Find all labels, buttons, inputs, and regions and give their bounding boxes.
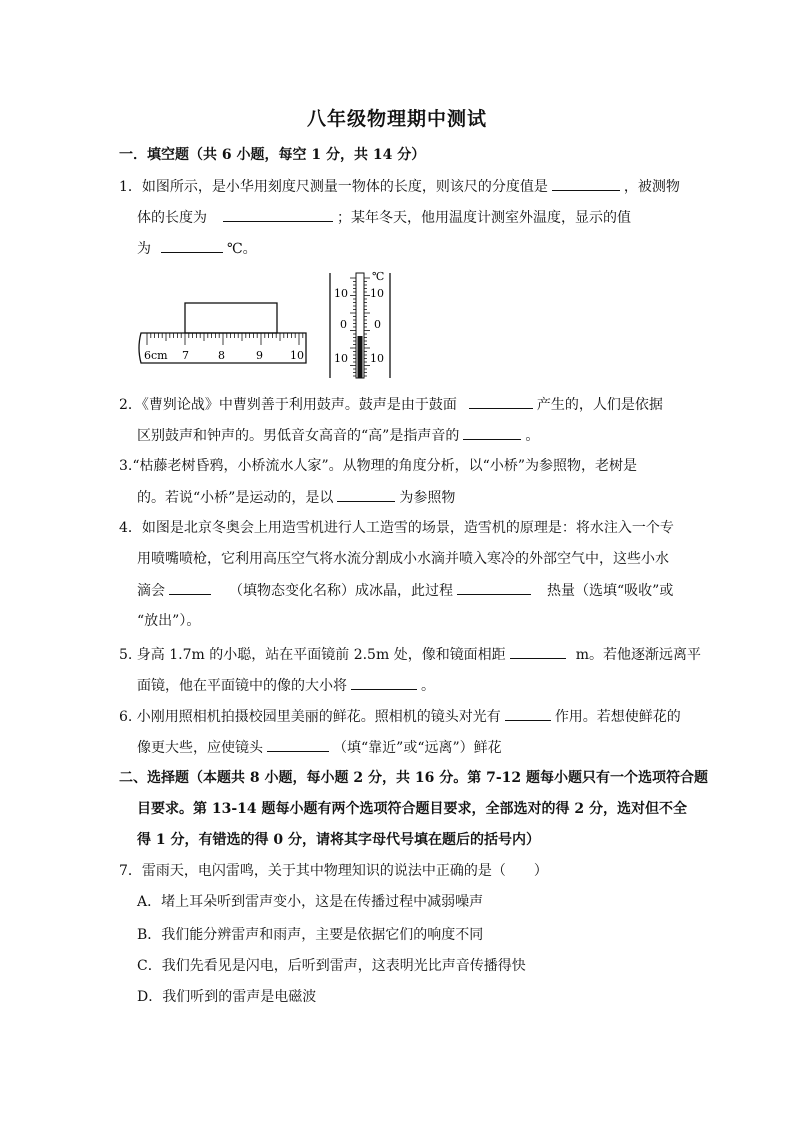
q6-text: 作用。若想使鲜花的 [554, 709, 681, 725]
q5-text: 。 [421, 678, 435, 694]
q2-line1 [119, 394, 663, 415]
q2-line2 [137, 425, 539, 446]
q1-blank-length[interactable] [223, 207, 333, 222]
page-title: 八年级物理期中测试 [306, 108, 487, 130]
thermometer-unit: ℃ [372, 270, 385, 283]
q4-line3 [137, 580, 673, 601]
q2-text: 。 [525, 428, 540, 444]
q3-blank-reference[interactable] [337, 487, 395, 502]
q2-text: 区别鼓声和钟声的。男低音女高音的“高”是指声音的 [137, 428, 460, 444]
q5-blank-distance[interactable] [510, 644, 566, 659]
q7-option-a[interactable]: A．堵上耳朵听到雷声变小，这是在传播过程中减弱噪声 [137, 894, 484, 910]
q2-text: 2．《曹刿论战》中曹刿善于利用鼓声。鼓声是由于鼓面 [119, 397, 457, 413]
q1-text: 1．如图所示，是小华用刻度尺测量一物体的长度，则该尺的分度值是 [119, 179, 548, 195]
q4-text: （填物态变化名称）成冰晶，此过程 [229, 583, 453, 599]
ruler-label-8: 8 [218, 349, 225, 362]
q1-text: ，被测物 [623, 179, 680, 195]
section1-heading: 一．填空题（共 6 小题，每空 1 分，共 14 分） [119, 147, 426, 163]
q2-text: 产生的，人们是依据 [536, 397, 663, 413]
q5-blank-size[interactable] [351, 675, 417, 690]
q6-blank-lens-effect[interactable] [505, 706, 551, 721]
q7-option-d[interactable]: D．我们听到的雷声是电磁波 [137, 989, 317, 1005]
q5-text: m。若他逐渐远离平 [575, 647, 701, 663]
q6-line1 [119, 706, 681, 727]
q2-blank-pitch[interactable] [463, 425, 521, 440]
q1-text: 体的长度为 [137, 210, 207, 226]
q6-blank-direction[interactable] [267, 737, 329, 752]
q1-line1 [119, 176, 680, 197]
q5-line1 [119, 644, 701, 665]
measured-object [185, 303, 277, 333]
q1-blank-temperature[interactable] [161, 238, 223, 253]
ruler-label-7: 7 [182, 349, 189, 362]
q4-line2: 用喷嘴喷枪，它利用高压空气将水流分割成小水滴并喷入寒冷的外部空气中，这些小水 [137, 551, 669, 567]
thermo-label-right-10: 10 [370, 287, 384, 300]
ruler-thermometer-figure [138, 270, 398, 380]
q1-text: ℃。 [227, 241, 257, 257]
q4-text: 热量（选填“吸收”或 [547, 583, 674, 599]
thermometer-liquid [358, 336, 363, 378]
q7-option-c[interactable]: C．我们先看见是闪电，后听到雷声，这表明光比声音传播得快 [137, 958, 526, 974]
q1-text: ；某年冬天，他用温度计测室外温度，显示的值 [337, 210, 631, 226]
q1-line2 [137, 207, 631, 228]
q6-text: （填“靠近”或“远离”）鲜花 [333, 740, 502, 756]
q7-stem: 7．雷雨天，电闪雷鸣，关于其中物理知识的说法中正确的是（ ） [119, 863, 548, 879]
q4-blank-state-change[interactable] [169, 580, 211, 595]
q7-option-b[interactable]: B．我们能分辨雷声和雨声，主要是依据它们的响度不同 [137, 927, 484, 943]
thermo-label-right-0: 0 [374, 318, 381, 331]
ruler-label-6cm: 6cm [144, 349, 168, 362]
q1-text: 为 [137, 241, 151, 257]
section2-heading-line2: 目要求。第 13-14 题每小题有两个选项符合题目要求，全部选对的得 2 分，选对但不全 [137, 801, 688, 817]
q4-blank-heat[interactable] [457, 580, 531, 595]
q4-text: 滴会 [137, 583, 165, 599]
q5-text: 面镜，他在平面镜中的像的大小将 [137, 678, 347, 694]
q5-line2 [137, 675, 435, 696]
ruler-figure [139, 303, 306, 363]
section2-heading-line1: 二、选择题（本题共 8 小题，每小题 2 分，共 16 分。第 7-12 题每小题只有一个选项符合题 [119, 770, 708, 786]
q4-line4: “放出”）。 [137, 613, 201, 629]
q6-line2 [137, 737, 502, 758]
q3-line2 [137, 487, 455, 508]
thermo-label-left-neg10: 10 [334, 352, 348, 365]
thermo-label-right-neg10: 10 [370, 352, 384, 365]
q3-line1: 3.“枯藤老树昏鸦，小桥流水人家”。从物理的角度分析，以“小桥”为参照物，老树是 [119, 458, 637, 474]
ruler-label-9: 9 [256, 349, 263, 362]
q5-text: 5. 身高 1.7m 的小聪，站在平面镜前 2.5m 处，像和镜面相距 [119, 647, 506, 663]
q1-line3 [137, 238, 257, 259]
q6-text: 像更大些，应使镜头 [137, 740, 263, 756]
thermo-label-left-0: 0 [340, 318, 347, 331]
q3-text: 为参照物 [399, 490, 456, 506]
q6-text: 6. 小刚用照相机拍摄校园里美丽的鲜花。照相机的镜头对光有 [119, 709, 501, 725]
ruler-label-10: 10 [290, 349, 304, 362]
q3-text: 的。若说“小桥”是运动的，是以 [137, 490, 334, 506]
q4-line1: 4．如图是北京冬奥会上用造雪机进行人工造雪的场景，造雪机的原理是：将水注入一个专 [119, 520, 674, 536]
thermometer-figure [330, 270, 390, 378]
q1-blank-division[interactable] [552, 176, 620, 191]
section2-heading-line3: 得 1 分，有错选的得 0 分，请将其字母代号填在题后的括号内） [137, 832, 540, 848]
thermo-label-left-10: 10 [334, 287, 348, 300]
q2-blank-vibration[interactable] [469, 394, 533, 409]
